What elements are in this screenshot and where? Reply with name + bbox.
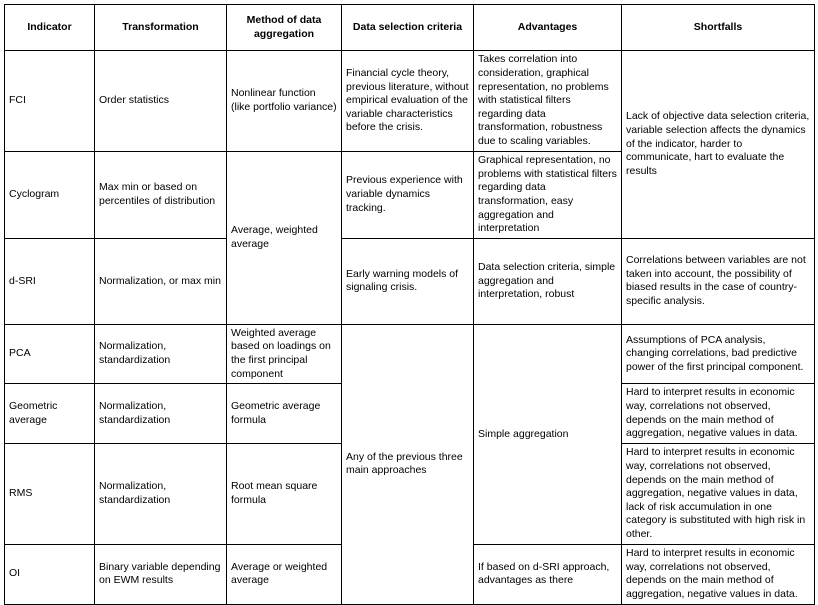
fci-transformation: Order statistics: [95, 51, 227, 152]
table-row-pca: [5, 324, 815, 384]
pca-transformation: Normalization, standardization: [95, 324, 227, 384]
geometric-indicator: Geometric average: [5, 384, 95, 444]
header-transformation: Transformation: [95, 5, 227, 51]
shared-advantages: Simple aggregation: [474, 324, 622, 544]
rms-indicator: RMS: [5, 443, 95, 544]
dsri-shortfalls: Correlations between variables are not taken into account, the possibility of biased results in the case of country-specific analysis.: [622, 238, 815, 324]
comparison-table: [4, 4, 815, 605]
fci-advantages: Takes correlation into consideration, graphical representation, no problems with statistical filters regarding data transformation, robustness due to scaling variables.: [474, 51, 622, 152]
fci-aggregation: Nonlinear function (like portfolio variance): [227, 51, 342, 152]
header-advantages: Advantages: [474, 5, 622, 51]
cyclogram-dsri-aggregation: Average, weighted average: [227, 152, 342, 325]
rms-shortfalls: Hard to interpret results in economic way, correlations not observed, depends on the main method of aggregation, negative values in data, lack of risk accumulation in one category is substituted with high risk in other.: [622, 443, 815, 544]
oi-transformation: Binary variable depending on EWM results: [95, 544, 227, 604]
fci-selection: Financial cycle theory, previous literature, without empirical evaluation of the variable characteristics before the crisis.: [342, 51, 474, 152]
geometric-shortfalls: Hard to interpret results in economic way, correlations not observed, depends on the main method of aggregation, negative values in data.: [622, 384, 815, 444]
oi-aggregation: Average or weighted average: [227, 544, 342, 604]
fci-indicator: FCI: [5, 51, 95, 152]
header-indicator: Indicator: [5, 5, 95, 51]
rms-transformation: Normalization, standardization: [95, 443, 227, 544]
table-row-fci: [5, 51, 815, 152]
dsri-indicator: d-SRI: [5, 238, 95, 324]
oi-advantages: If based on d-SRI approach, advantages as there: [474, 544, 622, 604]
header-shortfalls: Shortfalls: [622, 5, 815, 51]
header-row: [5, 5, 815, 51]
rms-aggregation: Root mean square formula: [227, 443, 342, 544]
dsri-advantages: Data selection criteria, simple aggregation and interpretation, robust: [474, 238, 622, 324]
header-selection: Data selection criteria: [342, 5, 474, 51]
oi-shortfalls: Hard to interpret results in economic way, correlations not observed, depends on the main method of aggregation, negative values in data.: [622, 544, 815, 604]
pca-aggregation: Weighted average based on loadings on the first principal component: [227, 324, 342, 384]
cyclogram-transformation: Max min or based on percentiles of distribution: [95, 152, 227, 239]
header-aggregation: Method of data aggregation: [227, 5, 342, 51]
shared-selection: Any of the previous three main approaches: [342, 324, 474, 604]
dsri-transformation: Normalization, or max min: [95, 238, 227, 324]
fci-cyclogram-shortfalls: Lack of objective data selection criteria, variable selection affects the dynamics of the indicator, harder to communicate, hart to evaluate the results: [622, 51, 815, 239]
pca-shortfalls: Assumptions of PCA analysis, changing correlations, bad predictive power of the first principal component.: [622, 324, 815, 384]
cyclogram-indicator: Cyclogram: [5, 152, 95, 239]
cyclogram-selection: Previous experience with variable dynamics tracking.: [342, 152, 474, 239]
geometric-aggregation: Geometric average formula: [227, 384, 342, 444]
cyclogram-advantages: Graphical representation, no problems with statistical filters regarding data transformation, easy aggregation and interpretation: [474, 152, 622, 239]
dsri-selection: Early warning models of signaling crisis.: [342, 238, 474, 324]
pca-indicator: PCA: [5, 324, 95, 384]
oi-indicator: OI: [5, 544, 95, 604]
table-row-dsri: [5, 238, 815, 324]
geometric-transformation: Normalization, standardization: [95, 384, 227, 444]
